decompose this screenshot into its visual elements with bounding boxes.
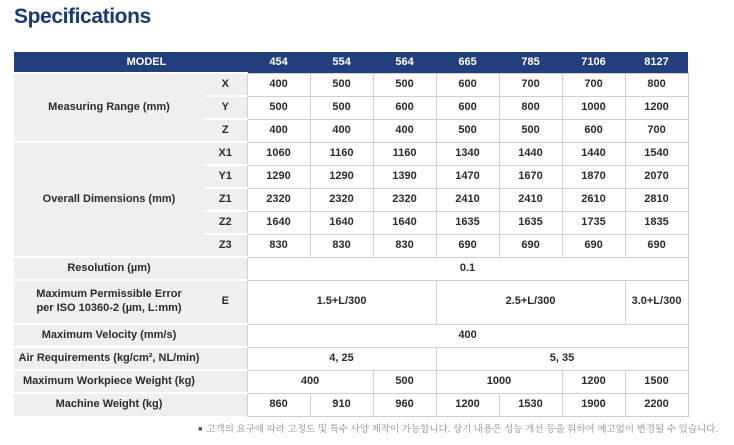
footnote-text: 고객의 요구에 따라 고정도 및 특수 사양 제작이 가능합니다. 상기 내용은 성능 개선 등을 위하여 예고없이 변경될 수 있습니다. [206, 424, 718, 435]
data-cell: 2610 [562, 188, 625, 211]
row-sublabel: Z3 [204, 234, 247, 257]
table-row-max-workpiece-weight [14, 370, 688, 393]
data-cell: 400 [310, 119, 373, 142]
row-sublabel: X1 [204, 142, 247, 165]
data-cell: 1900 [562, 393, 625, 416]
data-cell: 830 [373, 234, 436, 257]
data-cell: 500 [310, 73, 373, 96]
data-cell: 2200 [625, 393, 688, 416]
data-cell: 1635 [436, 211, 499, 234]
data-cell: 600 [562, 119, 625, 142]
data-cell: 690 [436, 234, 499, 257]
data-cell: 2320 [310, 188, 373, 211]
page-title: Specifications [14, 5, 151, 28]
mpe-label-line2: per ISO 10360-2 (µm, L:mm) [36, 302, 182, 314]
data-cell: 1870 [562, 165, 625, 188]
row-label: Overall Dimensions (mm) [14, 142, 204, 257]
data-cell: 1640 [247, 211, 310, 234]
data-cell: 3.0+L/300 [625, 280, 688, 324]
model-column-header: 454 [247, 52, 310, 73]
data-cell: 0.1 [247, 257, 688, 280]
footnote [198, 421, 718, 435]
data-cell: 1160 [373, 142, 436, 165]
data-cell: 1060 [247, 142, 310, 165]
data-cell: 1500 [625, 370, 688, 393]
row-label: Air Requirements (kg/cm², NL/min) [14, 347, 204, 370]
data-cell: 2810 [625, 188, 688, 211]
data-cell: 1530 [499, 393, 562, 416]
data-cell: 400 [247, 370, 373, 393]
data-cell: 910 [310, 393, 373, 416]
row-sublabel [204, 370, 247, 393]
table-row-air-requirements [14, 347, 688, 370]
data-cell: 500 [310, 96, 373, 119]
data-cell: 830 [310, 234, 373, 257]
data-cell: 1540 [625, 142, 688, 165]
data-cell: 690 [499, 234, 562, 257]
data-cell: 4, 25 [247, 347, 436, 370]
row-sublabel [204, 393, 247, 416]
data-cell: 600 [436, 73, 499, 96]
model-header-cell: MODEL [14, 52, 247, 73]
row-label: Maximum Workpiece Weight (kg) [14, 370, 204, 393]
row-sublabel: E [204, 280, 247, 324]
data-cell: 400 [247, 324, 688, 347]
data-cell: 1835 [625, 211, 688, 234]
data-cell: 500 [373, 73, 436, 96]
row-label: Measuring Range (mm) [14, 73, 204, 142]
data-cell: 2320 [373, 188, 436, 211]
data-cell: 1000 [436, 370, 562, 393]
model-column-header: 7106 [562, 52, 625, 73]
data-cell: 2410 [499, 188, 562, 211]
data-cell: 1390 [373, 165, 436, 188]
data-cell: 1640 [373, 211, 436, 234]
row-sublabel [204, 324, 247, 347]
row-sublabel [204, 257, 247, 280]
data-cell: 1340 [436, 142, 499, 165]
row-sublabel: Z2 [204, 211, 247, 234]
table-row-overall-x1 [14, 142, 688, 165]
data-cell: 700 [499, 73, 562, 96]
row-sublabel: Z [204, 119, 247, 142]
data-cell: 500 [436, 119, 499, 142]
table-row-machine-weight [14, 393, 688, 416]
row-sublabel: X [204, 73, 247, 96]
data-cell: 690 [625, 234, 688, 257]
data-cell: 5, 35 [436, 347, 688, 370]
model-column-header: 785 [499, 52, 562, 73]
data-cell: 690 [562, 234, 625, 257]
data-cell: 500 [247, 96, 310, 119]
data-cell: 2410 [436, 188, 499, 211]
data-cell: 2320 [247, 188, 310, 211]
data-cell: 960 [373, 393, 436, 416]
data-cell: 700 [625, 119, 688, 142]
data-cell: 600 [373, 96, 436, 119]
row-label [14, 280, 204, 324]
data-cell: 1635 [499, 211, 562, 234]
data-cell: 1290 [310, 165, 373, 188]
data-cell: 1160 [310, 142, 373, 165]
data-cell: 2070 [625, 165, 688, 188]
table-row-measuring-range-x [14, 73, 688, 96]
data-cell: 1200 [562, 370, 625, 393]
data-cell: 2.5+L/300 [436, 280, 625, 324]
table-header-row [14, 52, 688, 73]
data-cell: 400 [247, 119, 310, 142]
model-column-header: 564 [373, 52, 436, 73]
data-cell: 1640 [310, 211, 373, 234]
data-cell: 600 [436, 96, 499, 119]
data-cell: 1670 [499, 165, 562, 188]
data-cell: 800 [499, 96, 562, 119]
row-sublabel [204, 347, 247, 370]
table-row-max-velocity [14, 324, 688, 347]
data-cell: 800 [625, 73, 688, 96]
data-cell: 1735 [562, 211, 625, 234]
table-row-max-permissible-error [14, 280, 688, 324]
data-cell: 400 [247, 73, 310, 96]
row-label: Resolution (µm) [14, 257, 204, 280]
row-label: Maximum Velocity (mm/s) [14, 324, 204, 347]
data-cell: 500 [499, 119, 562, 142]
model-column-header: 554 [310, 52, 373, 73]
data-cell: 860 [247, 393, 310, 416]
square-bullet-icon: ■ [198, 426, 203, 433]
data-cell: 700 [562, 73, 625, 96]
data-cell: 400 [373, 119, 436, 142]
data-cell: 1470 [436, 165, 499, 188]
data-cell: 1.5+L/300 [247, 280, 436, 324]
model-column-header: 665 [436, 52, 499, 73]
specifications-table [14, 52, 689, 417]
data-cell: 1200 [436, 393, 499, 416]
row-sublabel: Z1 [204, 188, 247, 211]
data-cell: 1440 [499, 142, 562, 165]
row-label: Machine Weight (kg) [14, 393, 204, 416]
row-sublabel: Y1 [204, 165, 247, 188]
data-cell: 1290 [247, 165, 310, 188]
mpe-label-line1: Maximum Permissible Error [36, 288, 182, 301]
row-sublabel: Y [204, 96, 247, 119]
data-cell: 1000 [562, 96, 625, 119]
data-cell: 830 [247, 234, 310, 257]
table-row-resolution [14, 257, 688, 280]
data-cell: 1200 [625, 96, 688, 119]
data-cell: 1440 [562, 142, 625, 165]
data-cell: 500 [373, 370, 436, 393]
model-column-header: 8127 [625, 52, 688, 73]
